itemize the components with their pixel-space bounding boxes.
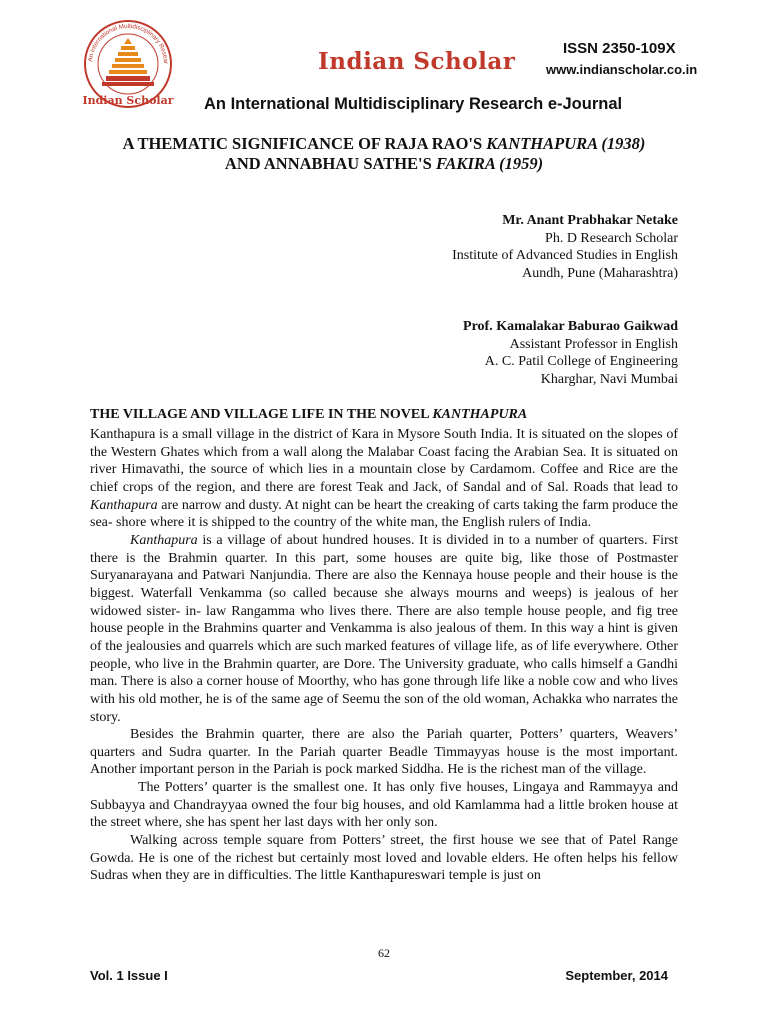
paragraph-2: Kanthapura is a village of about hundred houses. It is divided in to a number of quarters. First there is the Brahmin quarter. In this part, some houses are quite big, like those of Postmaster Suryanarayana and Patwari Nanjundia. There are also the Kennaya house people and their house is the biggest. Waterfall Venkamma (so called because she always mourns and weeps) is jealous of her widowed sister- in- law Rangamma who lives there. There are also temple house people, and fig tree house people in the Brahmins quarter and Venkamma is also jealous of them. In this way a hint is given of the jealousies and quarrels which are such marked features of village life, as of life everywhere. Other people, who live in the Brahmin quarter, are Dore. The University graduate, who calls himself a Gandhi man. There is also a corner house of Moorthy, who has gone through life like a noble cow and who lives with his old mother, he is of the same age of Seemu the son of the old woman, Achakka who narrates the story.: [90, 532, 678, 725]
paragraph-5: Walking across temple square from Potters’ street, the first house we see that of Patel Range Gowda. He is one of the richest but certainly most loved and lovable elders. He often helps his fellow Sudras when they are in difficulties. The little Kanthapureswari temple is just on: [90, 833, 678, 884]
author-institution: Institute of Advanced Studies in English: [452, 248, 678, 264]
author-institution: A. C. Patil College of Engineering: [484, 354, 678, 370]
author-block-1: [452, 212, 678, 282]
article-title-line-2: AND ANNABHAU SATHE'S FAKIRA (1959): [224, 154, 544, 173]
author-name: Mr. Anant Prabhakar Netake: [502, 213, 678, 228]
journal-brand-title: Indian Scholar: [318, 48, 516, 75]
author-position: Assistant Professor in English: [509, 336, 678, 352]
journal-logo: [80, 18, 176, 118]
logo-emblem-icon: [80, 18, 176, 118]
logo-ring-text: An International Multidisciplinary Resear: [87, 22, 170, 65]
author-position: Ph. D Research Scholar: [545, 230, 678, 246]
article-title-line-1: A THEMATIC SIGNIFICANCE OF RAJA RAO'S KANTHAPURA (1938): [122, 134, 646, 153]
author-name: Prof. Kamalakar Baburao Gaikwad: [463, 319, 678, 334]
logo-caption: Indian Scholar: [82, 94, 174, 107]
paragraph-4: The Potters’ quarter is the smallest one. It has only five houses, Lingaya and Rammayya and Subbayya and Chandrayyaa owned the four big houses, and old Kamlamma had a little broken house at the street where, she has spent her last days with her only son.: [90, 780, 678, 831]
journal-website: www.indianscholar.co.in: [546, 62, 698, 77]
publication-date: September, 2014: [565, 968, 668, 983]
volume-issue: Vol. 1 Issue I: [90, 968, 168, 983]
issn-number: ISSN 2350-109X: [563, 40, 676, 57]
author-location: Kharghar, Navi Mumbai: [540, 371, 678, 387]
author-location: Aundh, Pune (Maharashtra): [522, 265, 678, 281]
paragraph-3: Besides the Brahmin quarter, there are also the Pariah quarter, Potters’ quarters, Weavers’ quarters and Sudra quarter. In the Pariah quarter Beadle Timmayyas house is the most important. Another important person in the Pariah is pock marked Siddha. He is the richest man of the village.: [90, 727, 678, 778]
svg-text:An International Multidiscipli: [80, 18, 169, 64]
article-title: [0, 134, 768, 174]
page-number: 62: [378, 946, 390, 960]
article-body: [90, 426, 678, 885]
author-block-2: [463, 318, 678, 388]
paragraph-1: Kanthapura is a small village in the district of Kara in Mysore South India. It is situated on the slopes of the Western Ghates which from a wall along the Malabar Coast facing the Arabian Sea. It is situated on river Himavathi, the source of which lies in a mountain close by Cardamom. Coffee and Rice are the chief crops of the region, and there are forest Teak and Jack, of Sandal and of Sal. Roads that lead to Kanthapura are narrow and dusty. At night can be heart the creaking of carts taking the farm produce the sea- shore where it is shipped to the country of the white man, the English rulers of India.: [90, 427, 678, 531]
journal-subtitle: An International Multidisciplinary Research e-Journal: [204, 95, 623, 113]
section-heading: THE VILLAGE AND VILLAGE LIFE IN THE NOVEL KANTHAPURA: [90, 407, 528, 422]
